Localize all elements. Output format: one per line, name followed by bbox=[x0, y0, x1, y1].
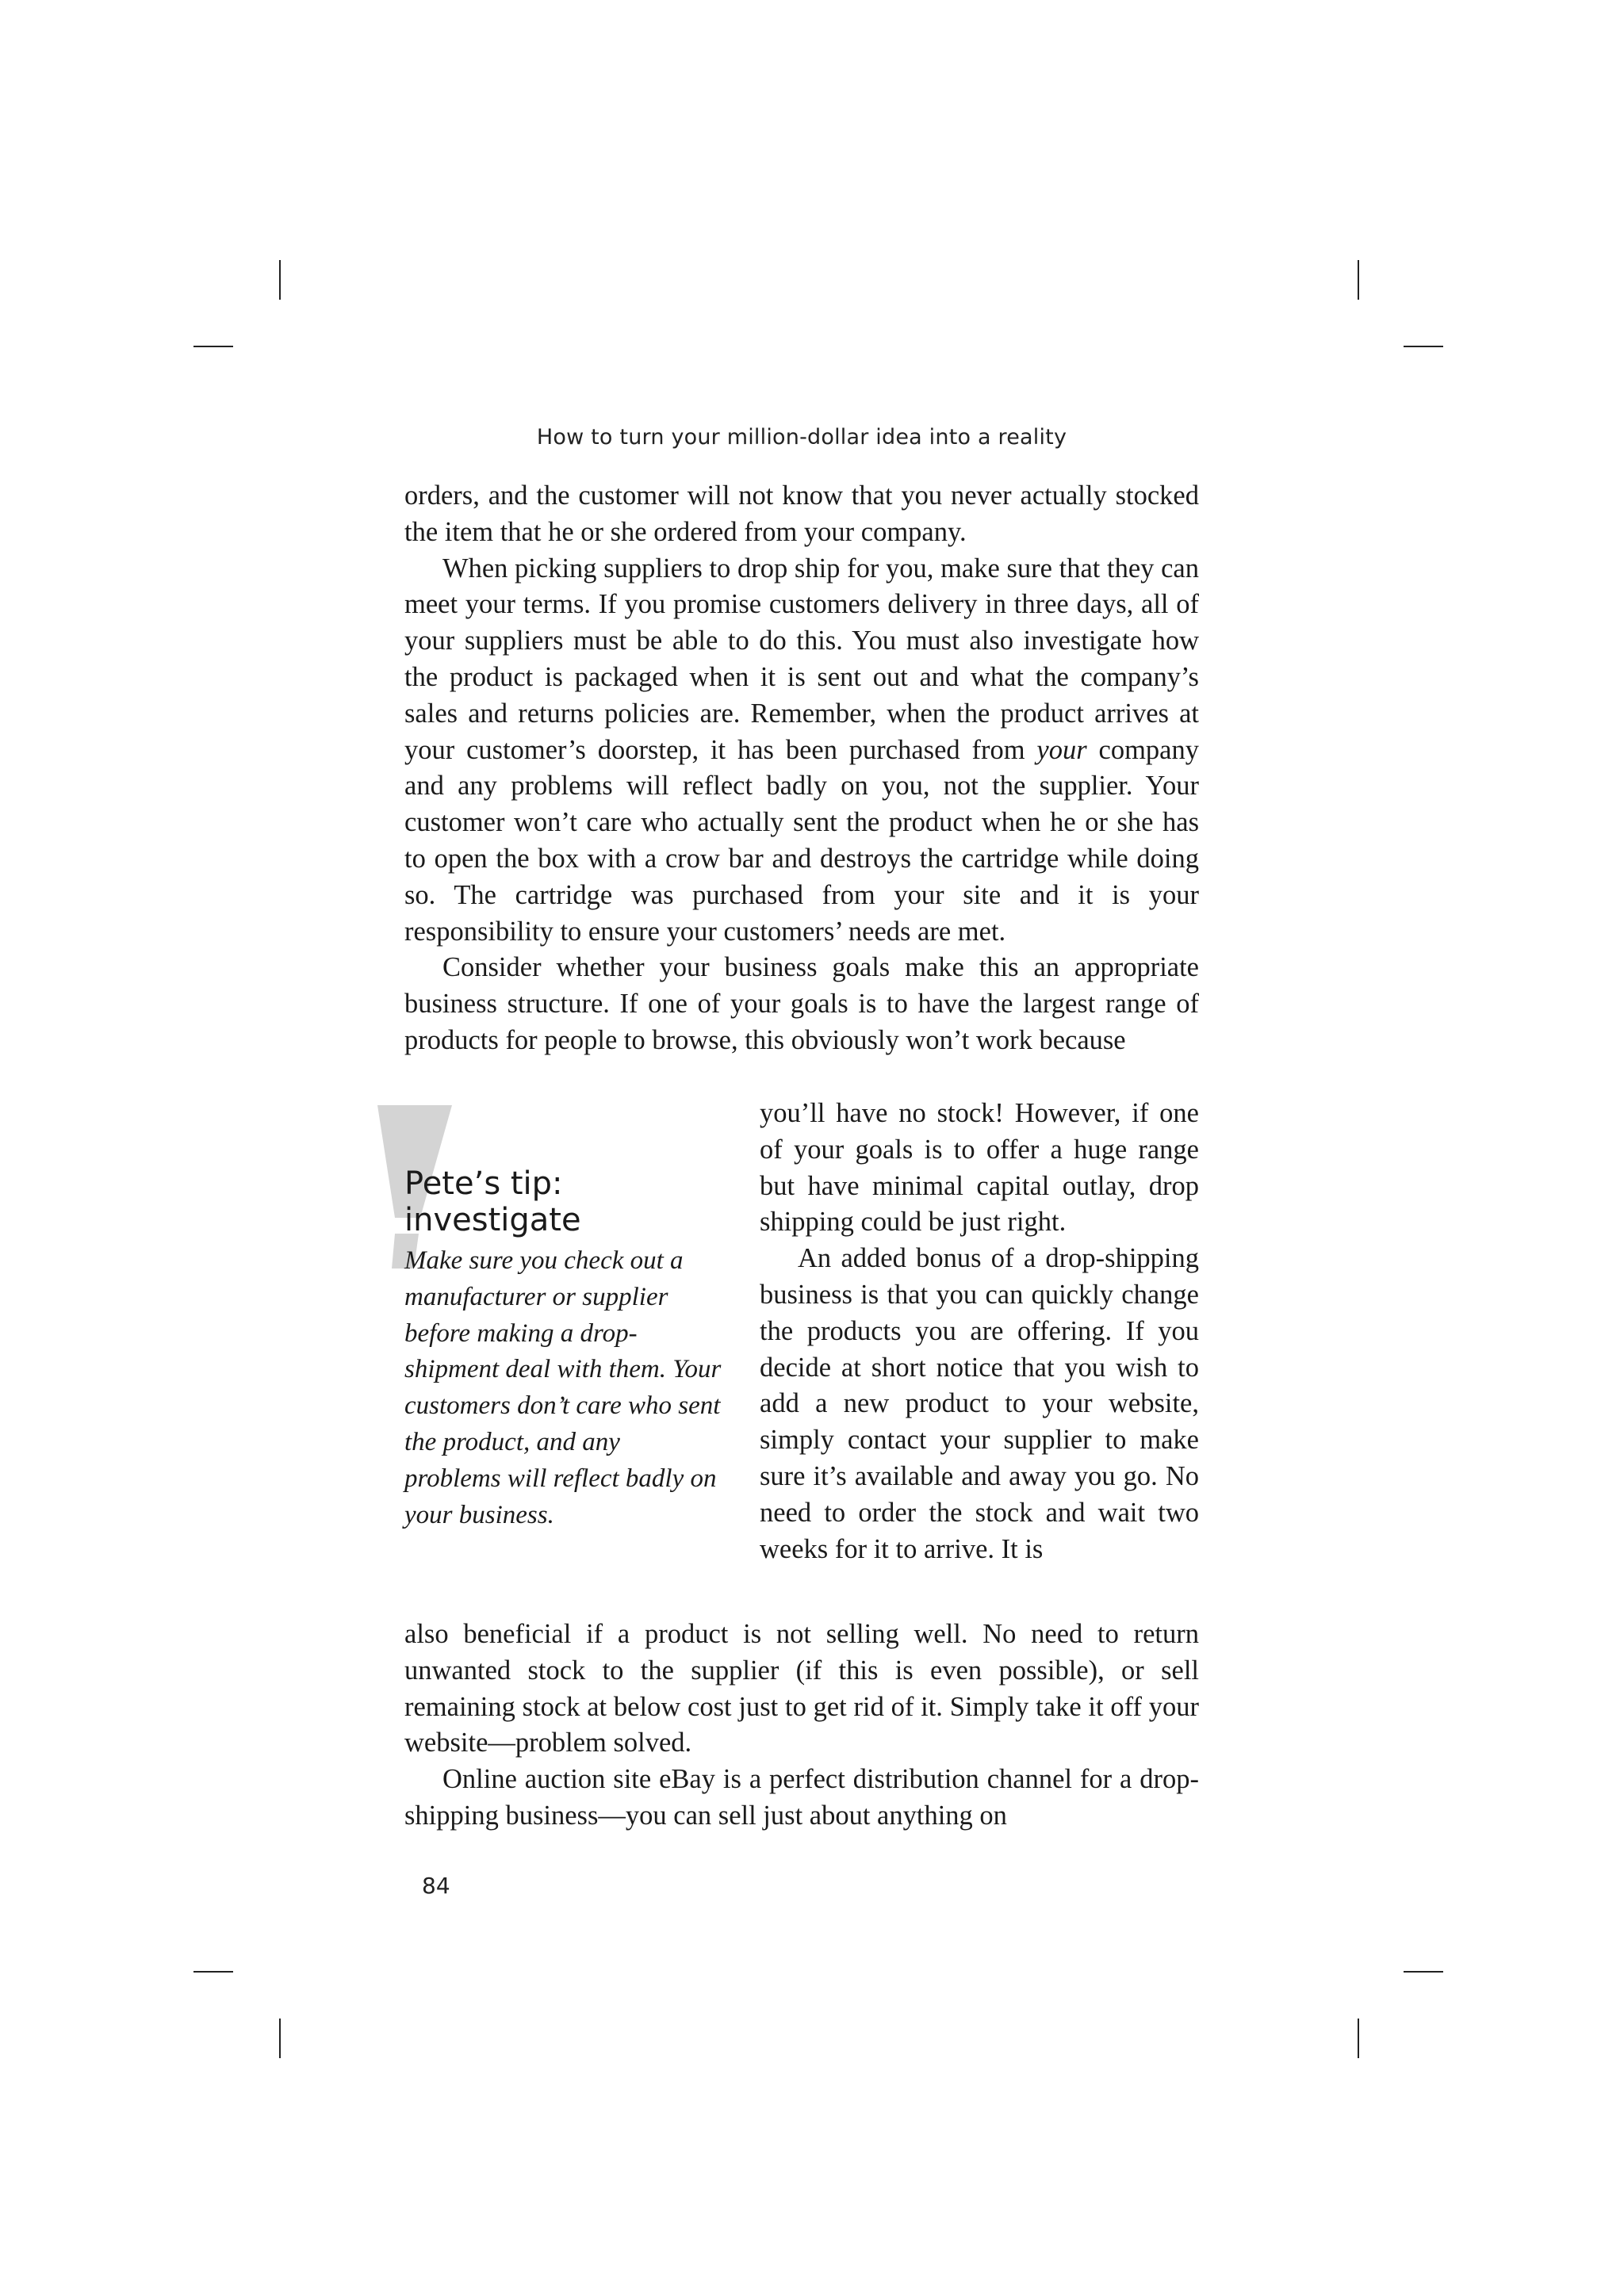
crop-mark bbox=[279, 260, 281, 300]
crop-mark bbox=[279, 2019, 281, 2058]
paragraph: When picking suppliers to drop ship for you, make sure that they can meet your terms. If you promise customers delivery in three days, all of your suppliers must be able to do this. You must also investigate how the product is packaged when it is sent out and what the company’s sales and returns policies are. Remember, when the product arrives at your customer’s doorstep, it has been purchased from your company and any problems will reflect badly on you, not the supplier. Your customer won’t care who actually sent the product when he or she has to open the box with a crow bar and destroys the cartridge while doing so. The cartridge was purchased from your site and it is your responsibility to ensure your customers’ needs are met. bbox=[404, 553, 1199, 947]
crop-mark bbox=[193, 346, 233, 347]
paragraph: Consider whether your business goals make this an appropriate business structure. If one of your goals is to have the largest range of products for people to browse, this obviously won’t work because bbox=[404, 952, 1199, 1055]
body-text-top bbox=[404, 478, 1199, 1059]
crop-mark bbox=[1404, 346, 1443, 347]
running-head: How to turn your million-dollar idea into a reality bbox=[536, 425, 1067, 450]
crop-mark bbox=[193, 1971, 233, 1973]
paragraph: orders, and the customer will not know that you never actually stocked the item that he or she ordered from your company. bbox=[404, 480, 1199, 547]
crop-mark bbox=[1404, 1971, 1443, 1973]
emphasis: your bbox=[1036, 734, 1087, 765]
tip-body: Make sure you check out a manufacturer or supplier before making a drop-shipment deal with them. Your customers don’t care who sent the product, and any problems will reflect badly on your business. bbox=[404, 1246, 722, 1529]
tip-title: Pete’s tip: investigate bbox=[404, 1165, 581, 1238]
paragraph: also beneficial if a product is not selling well. No need to return unwanted stock to the supplier (if this is even possible), or sell remaining stock at below cost just to get rid of it. Simply take it off your website—problem solved. bbox=[404, 1619, 1199, 1758]
body-text-bottom bbox=[404, 1617, 1199, 1835]
crop-mark bbox=[1358, 2019, 1359, 2058]
tip-box bbox=[404, 1110, 722, 1533]
paragraph: Online auction site eBay is a perfect distribution channel for a drop-shipping business—you can sell just about anything on bbox=[404, 1764, 1199, 1831]
crop-mark bbox=[1358, 260, 1359, 300]
body-text-right-column bbox=[760, 1096, 1199, 1567]
page-number: 84 bbox=[422, 1873, 450, 1899]
paragraph: you’ll have no stock! However, if one of your goals is to offer a huge range but have minimal capital outlay, drop shipping could be just right. bbox=[760, 1098, 1199, 1238]
paragraph: An added bonus of a drop-shipping business is that you can quickly change the products you are offering. If you decide at short notice that you wish to add a new product to your website, simply contact your supplier to make sure it’s available and away you go. No need to order the stock and wait two weeks for it to arrive. It is bbox=[760, 1243, 1199, 1564]
